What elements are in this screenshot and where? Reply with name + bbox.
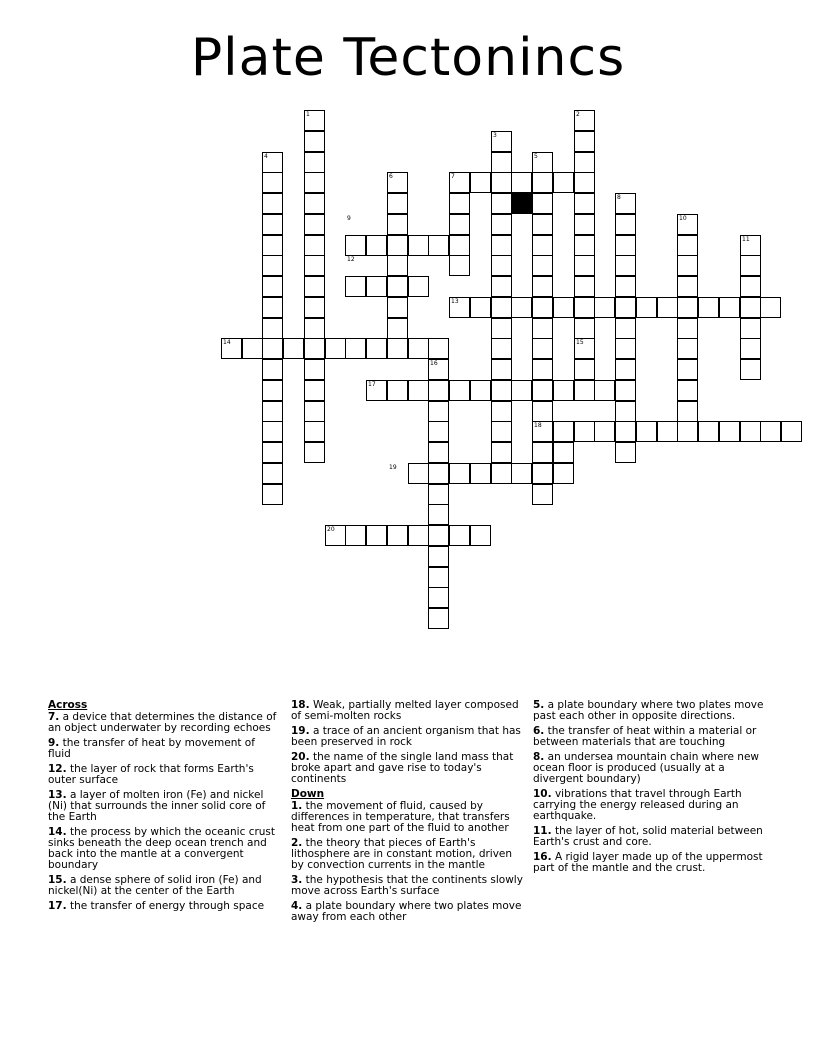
grid-cell[interactable]: [449, 255, 470, 276]
clue-number: 6: [389, 173, 393, 180]
clue-number: 5: [534, 153, 538, 160]
grid-cell[interactable]: [428, 546, 449, 567]
clue-item: [533, 752, 765, 785]
clue-item: [533, 826, 765, 848]
grid-cell[interactable]: [657, 421, 678, 442]
grid-cell[interactable]: [470, 172, 491, 193]
grid-cell[interactable]: [491, 338, 512, 359]
clue-item-number: 19.: [291, 725, 310, 737]
clue-item-text: A rigid layer made up of the uppermost part of the mantle and the crust.: [533, 851, 763, 874]
grid-cell[interactable]: [615, 401, 636, 422]
clue-item: [291, 801, 523, 834]
grid-cell[interactable]: [574, 297, 595, 318]
clue-item-text: the process by which the oceanic crust sinks beneath the deep ocean trench and back into the mantle at a convergent boundary: [48, 826, 276, 871]
grid-cell[interactable]: [304, 380, 325, 401]
clue-number: 2: [576, 111, 580, 118]
grid-cell[interactable]: [491, 276, 512, 297]
clue-item-number: 15.: [48, 874, 67, 886]
grid-cell[interactable]: [532, 235, 553, 256]
grid-cell[interactable]: [491, 152, 512, 173]
grid-cell[interactable]: [387, 318, 408, 339]
grid-cell[interactable]: [719, 297, 740, 318]
grid-cell[interactable]: [387, 214, 408, 235]
clue-item: [48, 875, 280, 897]
grid-cell[interactable]: [304, 421, 325, 442]
grid-cell[interactable]: [408, 276, 429, 297]
grid-cell[interactable]: [574, 276, 595, 297]
grid-cell[interactable]: [594, 380, 615, 401]
grid-cell[interactable]: [304, 193, 325, 214]
grid-cell[interactable]: [387, 525, 408, 546]
grid-cell[interactable]: [532, 380, 553, 401]
grid-cell[interactable]: [304, 152, 325, 173]
clue-item: [533, 700, 765, 722]
clue-number: 11: [742, 236, 750, 243]
grid-cell[interactable]: [262, 235, 283, 256]
grid-cell[interactable]: [491, 442, 512, 463]
grid-cell[interactable]: [594, 421, 615, 442]
grid-cell[interactable]: [428, 380, 449, 401]
grid-cell[interactable]: [470, 380, 491, 401]
grid-cell[interactable]: [553, 380, 574, 401]
clue-number: 10: [679, 215, 687, 222]
grid-cell[interactable]: [449, 193, 470, 214]
grid-cell[interactable]: [553, 421, 574, 442]
clue-item-text: the transfer of heat by movement of fluid: [48, 737, 255, 760]
clue-item-text: the transfer of energy through space: [66, 900, 265, 912]
down-clue-list-continued: [533, 700, 765, 874]
clue-number: 3: [493, 132, 497, 139]
grid-cell[interactable]: [283, 338, 304, 359]
grid-cell[interactable]: [428, 587, 449, 608]
clue-item-text: a trace of an ancient organism that has been preserved in rock: [291, 725, 521, 748]
grid-cell[interactable]: [304, 297, 325, 318]
clue-item: [291, 875, 523, 897]
clue-item-text: the layer of rock that forms Earth's outer surface: [48, 763, 254, 786]
clue-number: 17: [368, 381, 376, 388]
grid-cell[interactable]: [428, 567, 449, 588]
grid-cell[interactable]: [574, 235, 595, 256]
clue-item: [48, 764, 280, 786]
grid-cell[interactable]: [387, 276, 408, 297]
grid-cell[interactable]: [532, 401, 553, 422]
clue-number: 14: [223, 339, 231, 346]
clue-item-text: the hypothesis that the continents slowly move across Earth's surface: [291, 874, 523, 897]
grid-cell[interactable]: [408, 525, 429, 546]
page-title: Plate Tectonincs: [190, 28, 626, 88]
grid-cell[interactable]: [345, 235, 366, 256]
clue-number: 4: [264, 153, 268, 160]
grid-cell[interactable]: [574, 380, 595, 401]
grid-cell[interactable]: [428, 484, 449, 505]
clue-item-number: 20.: [291, 751, 310, 763]
grid-cell[interactable]: [677, 338, 698, 359]
grid-cell[interactable]: [740, 359, 761, 380]
grid-cell[interactable]: [325, 338, 346, 359]
grid-cell[interactable]: [408, 338, 429, 359]
grid-cell[interactable]: [491, 318, 512, 339]
grid-cell[interactable]: [636, 297, 657, 318]
grid-cell[interactable]: [657, 297, 678, 318]
grid-cell[interactable]: [740, 276, 761, 297]
clue-item-number: 4.: [291, 900, 303, 912]
clue-item-number: 1.: [291, 800, 303, 812]
grid-cell[interactable]: [304, 172, 325, 193]
across-heading: Across: [48, 699, 88, 711]
grid-cell[interactable]: [428, 401, 449, 422]
clue-item: [48, 901, 280, 912]
clue-item-number: 13.: [48, 789, 67, 801]
grid-cell[interactable]: [366, 276, 387, 297]
grid-cell[interactable]: [615, 255, 636, 276]
grid-cell[interactable]: [677, 359, 698, 380]
grid-cell[interactable]: [491, 255, 512, 276]
grid-cell[interactable]: [574, 193, 595, 214]
clue-item: [48, 712, 280, 734]
grid-cell[interactable]: [511, 380, 532, 401]
grid-cell[interactable]: [553, 297, 574, 318]
clue-item: [48, 790, 280, 823]
grid-cell[interactable]: [304, 338, 325, 359]
grid-cell[interactable]: [408, 463, 429, 484]
grid-cell[interactable]: [491, 193, 512, 214]
grid-cell[interactable]: [428, 235, 449, 256]
grid-cell[interactable]: [262, 255, 283, 276]
clue-item: [291, 752, 523, 785]
grid-cell[interactable]: [677, 235, 698, 256]
grid-cell[interactable]: [553, 172, 574, 193]
grid-cell[interactable]: [304, 401, 325, 422]
across-clue-list-continued: [291, 700, 523, 785]
grid-cell[interactable]: [262, 463, 283, 484]
grid-cell[interactable]: [262, 276, 283, 297]
grid-cell[interactable]: [387, 255, 408, 276]
grid-cell[interactable]: [491, 214, 512, 235]
grid-cell[interactable]: [387, 235, 408, 256]
grid-cell[interactable]: [387, 297, 408, 318]
grid-cell[interactable]: [304, 214, 325, 235]
clue-item-number: 7.: [48, 711, 60, 723]
grid-cell[interactable]: [553, 442, 574, 463]
clue-item-text: an undersea mountain chain where new ocean floor is produced (usually at a divergent boundary): [533, 751, 759, 785]
grid-cell[interactable]: [760, 421, 781, 442]
grid-cell[interactable]: [470, 297, 491, 318]
grid-cell[interactable]: [532, 442, 553, 463]
grid-cell[interactable]: [532, 255, 553, 276]
clue-item: [291, 901, 523, 923]
grid-cell[interactable]: [262, 401, 283, 422]
clue-item-text: the theory that pieces of Earth's lithosphere are in constant motion, driven by convection currents in the mantle: [291, 837, 513, 871]
grid-cell[interactable]: [615, 338, 636, 359]
grid-cell[interactable]: [740, 318, 761, 339]
grid-cell[interactable]: [345, 525, 366, 546]
grid-cell[interactable]: [574, 421, 595, 442]
grid-cell[interactable]: [698, 297, 719, 318]
grid-cell[interactable]: [574, 131, 595, 152]
grid-cell[interactable]: [677, 421, 698, 442]
grid-cell[interactable]: [615, 276, 636, 297]
clue-number: 12: [347, 256, 355, 263]
down-clue-list: [291, 801, 523, 923]
clue-item-number: 3.: [291, 874, 303, 886]
grid-cell[interactable]: [615, 421, 636, 442]
grid-cell[interactable]: [574, 152, 595, 173]
grid-cell[interactable]: [366, 525, 387, 546]
grid-cell[interactable]: [615, 297, 636, 318]
grid-cell[interactable]: [574, 255, 595, 276]
grid-cell[interactable]: [387, 338, 408, 359]
grid-cell[interactable]: [574, 172, 595, 193]
grid-cell[interactable]: [677, 380, 698, 401]
grid-cell[interactable]: [740, 338, 761, 359]
clue-item-text: the name of the single land mass that broke apart and gave rise to today's continents: [291, 751, 514, 785]
grid-cell[interactable]: [532, 172, 553, 193]
clue-item-text: the transfer of heat within a material or between materials that are touching: [533, 725, 757, 748]
grid-cell[interactable]: [428, 608, 449, 629]
grid-cell[interactable]: [781, 421, 802, 442]
grid-cell[interactable]: [262, 338, 283, 359]
grid-cell[interactable]: [470, 525, 491, 546]
grid-cell[interactable]: [449, 235, 470, 256]
grid-cell[interactable]: [740, 421, 761, 442]
grid-cell[interactable]: [262, 318, 283, 339]
grid-cell[interactable]: [304, 442, 325, 463]
grid-cell[interactable]: [262, 297, 283, 318]
grid-cell[interactable]: [636, 421, 657, 442]
clue-number: 19: [389, 464, 397, 471]
clue-item-number: 12.: [48, 763, 67, 775]
grid-cell[interactable]: [304, 255, 325, 276]
grid-cell[interactable]: [615, 380, 636, 401]
clue-item-number: 17.: [48, 900, 67, 912]
clue-item: [48, 738, 280, 760]
grid-cell[interactable]: [491, 359, 512, 380]
grid-cell[interactable]: [615, 442, 636, 463]
clue-item: [48, 827, 280, 871]
grid-cell[interactable]: [532, 193, 553, 214]
grid-cell[interactable]: [366, 338, 387, 359]
clue-item-text: a plate boundary where two plates move away from each other: [291, 900, 522, 923]
grid-cell[interactable]: [698, 421, 719, 442]
clue-item-number: 2.: [291, 837, 303, 849]
grid-cell[interactable]: [491, 401, 512, 422]
grid-cell[interactable]: [740, 255, 761, 276]
grid-cell[interactable]: [491, 235, 512, 256]
clues-column-1: [48, 700, 280, 916]
grid-cell[interactable]: [532, 214, 553, 235]
clue-item-number: 9.: [48, 737, 60, 749]
grid-cell[interactable]: [532, 338, 553, 359]
grid-cell[interactable]: [262, 214, 283, 235]
grid-cell[interactable]: [532, 484, 553, 505]
clue-item-number: 18.: [291, 699, 310, 711]
grid-cell[interactable]: [387, 193, 408, 214]
black-cell: [511, 193, 532, 214]
grid-cell[interactable]: [345, 276, 366, 297]
clue-item: [291, 838, 523, 871]
grid-cell[interactable]: [242, 338, 263, 359]
grid-cell[interactable]: [304, 359, 325, 380]
grid-cell[interactable]: [574, 318, 595, 339]
grid-cell[interactable]: [532, 359, 553, 380]
grid-cell[interactable]: [677, 276, 698, 297]
clue-item-text: vibrations that travel through Earth carrying the energy released during an earthquake.: [533, 788, 742, 822]
grid-cell[interactable]: [491, 421, 512, 442]
grid-cell[interactable]: [511, 172, 532, 193]
clue-item-number: 5.: [533, 699, 545, 711]
grid-cell[interactable]: [262, 421, 283, 442]
grid-cell[interactable]: [677, 297, 698, 318]
clue-item-number: 14.: [48, 826, 67, 838]
grid-cell[interactable]: [532, 463, 553, 484]
grid-cell[interactable]: [740, 297, 761, 318]
clue-number: 9: [347, 215, 351, 222]
clue-item-number: 11.: [533, 825, 552, 837]
grid-cell[interactable]: [428, 504, 449, 525]
clue-number: 8: [617, 194, 621, 201]
grid-cell[interactable]: [387, 380, 408, 401]
grid-cell[interactable]: [304, 235, 325, 256]
grid-cell[interactable]: [428, 421, 449, 442]
clue-item-number: 10.: [533, 788, 552, 800]
grid-cell[interactable]: [532, 276, 553, 297]
clue-number: 18: [534, 422, 542, 429]
grid-cell[interactable]: [594, 297, 615, 318]
down-heading: Down: [291, 788, 325, 800]
clue-number: 13: [451, 298, 459, 305]
grid-cell[interactable]: [449, 380, 470, 401]
grid-cell[interactable]: [615, 318, 636, 339]
clue-number: 1: [306, 111, 310, 118]
grid-cell[interactable]: [511, 297, 532, 318]
clue-number: 15: [576, 339, 584, 346]
clues-column-2: [291, 700, 523, 927]
clue-item-number: 6.: [533, 725, 545, 737]
grid-cell[interactable]: [511, 463, 532, 484]
grid-cell[interactable]: [553, 463, 574, 484]
grid-cell[interactable]: [262, 359, 283, 380]
grid-cell[interactable]: [615, 359, 636, 380]
grid-cell[interactable]: [532, 318, 553, 339]
clue-number: 20: [327, 526, 335, 533]
clue-item-number: 8.: [533, 751, 545, 763]
grid-cell[interactable]: [262, 484, 283, 505]
grid-cell[interactable]: [428, 442, 449, 463]
grid-cell[interactable]: [428, 338, 449, 359]
clue-item: [291, 700, 523, 722]
grid-cell[interactable]: [470, 463, 491, 484]
grid-cell[interactable]: [719, 421, 740, 442]
clue-number: 16: [430, 360, 438, 367]
clue-item: [291, 726, 523, 748]
grid-cell[interactable]: [345, 338, 366, 359]
grid-cell[interactable]: [304, 318, 325, 339]
grid-cell[interactable]: [408, 380, 429, 401]
clue-item-number: 16.: [533, 851, 552, 863]
grid-cell[interactable]: [574, 214, 595, 235]
clue-item: [533, 789, 765, 822]
grid-cell[interactable]: [491, 172, 512, 193]
grid-cell[interactable]: [491, 297, 512, 318]
grid-cell[interactable]: [428, 525, 449, 546]
grid-cell[interactable]: [449, 463, 470, 484]
clue-item-text: a layer of molten iron (Fe) and nickel (Ni) that surrounds the inner solid core of the Earth: [48, 789, 266, 823]
clue-item-text: a device that determines the distance of an object underwater by recording echoes: [48, 711, 277, 734]
grid-cell[interactable]: [262, 442, 283, 463]
grid-cell[interactable]: [262, 193, 283, 214]
clue-item-text: the movement of fluid, caused by differences in temperature, that transfers heat from one part of the fluid to another: [291, 800, 510, 834]
grid-cell[interactable]: [677, 255, 698, 276]
clue-item-text: Weak, partially melted layer composed of semi-molten rocks: [291, 699, 519, 722]
grid-cell[interactable]: [304, 131, 325, 152]
grid-cell[interactable]: [532, 297, 553, 318]
grid-cell[interactable]: [366, 235, 387, 256]
clues-column-3: [533, 700, 765, 878]
across-clue-list: [48, 712, 280, 912]
grid-cell[interactable]: [677, 318, 698, 339]
grid-cell[interactable]: [449, 214, 470, 235]
clue-item: [533, 726, 765, 748]
clue-item-text: the layer of hot, solid material between Earth's crust and core.: [533, 825, 763, 848]
grid-cell[interactable]: [677, 401, 698, 422]
grid-cell[interactable]: [615, 235, 636, 256]
grid-cell[interactable]: [428, 463, 449, 484]
grid-cell[interactable]: [449, 525, 470, 546]
clue-item: [533, 852, 765, 874]
grid-cell[interactable]: [491, 380, 512, 401]
grid-cell[interactable]: [760, 297, 781, 318]
grid-cell[interactable]: [262, 172, 283, 193]
grid-cell[interactable]: [491, 463, 512, 484]
grid-cell[interactable]: [574, 359, 595, 380]
grid-cell[interactable]: [262, 380, 283, 401]
grid-cell[interactable]: [615, 214, 636, 235]
clue-item-text: a plate boundary where two plates move past each other in opposite directions.: [533, 699, 764, 722]
grid-cell[interactable]: [408, 235, 429, 256]
grid-cell[interactable]: [304, 276, 325, 297]
clue-number: 7: [451, 173, 455, 180]
clue-item-text: a dense sphere of solid iron (Fe) and nickel(Ni) at the center of the Earth: [48, 874, 262, 897]
